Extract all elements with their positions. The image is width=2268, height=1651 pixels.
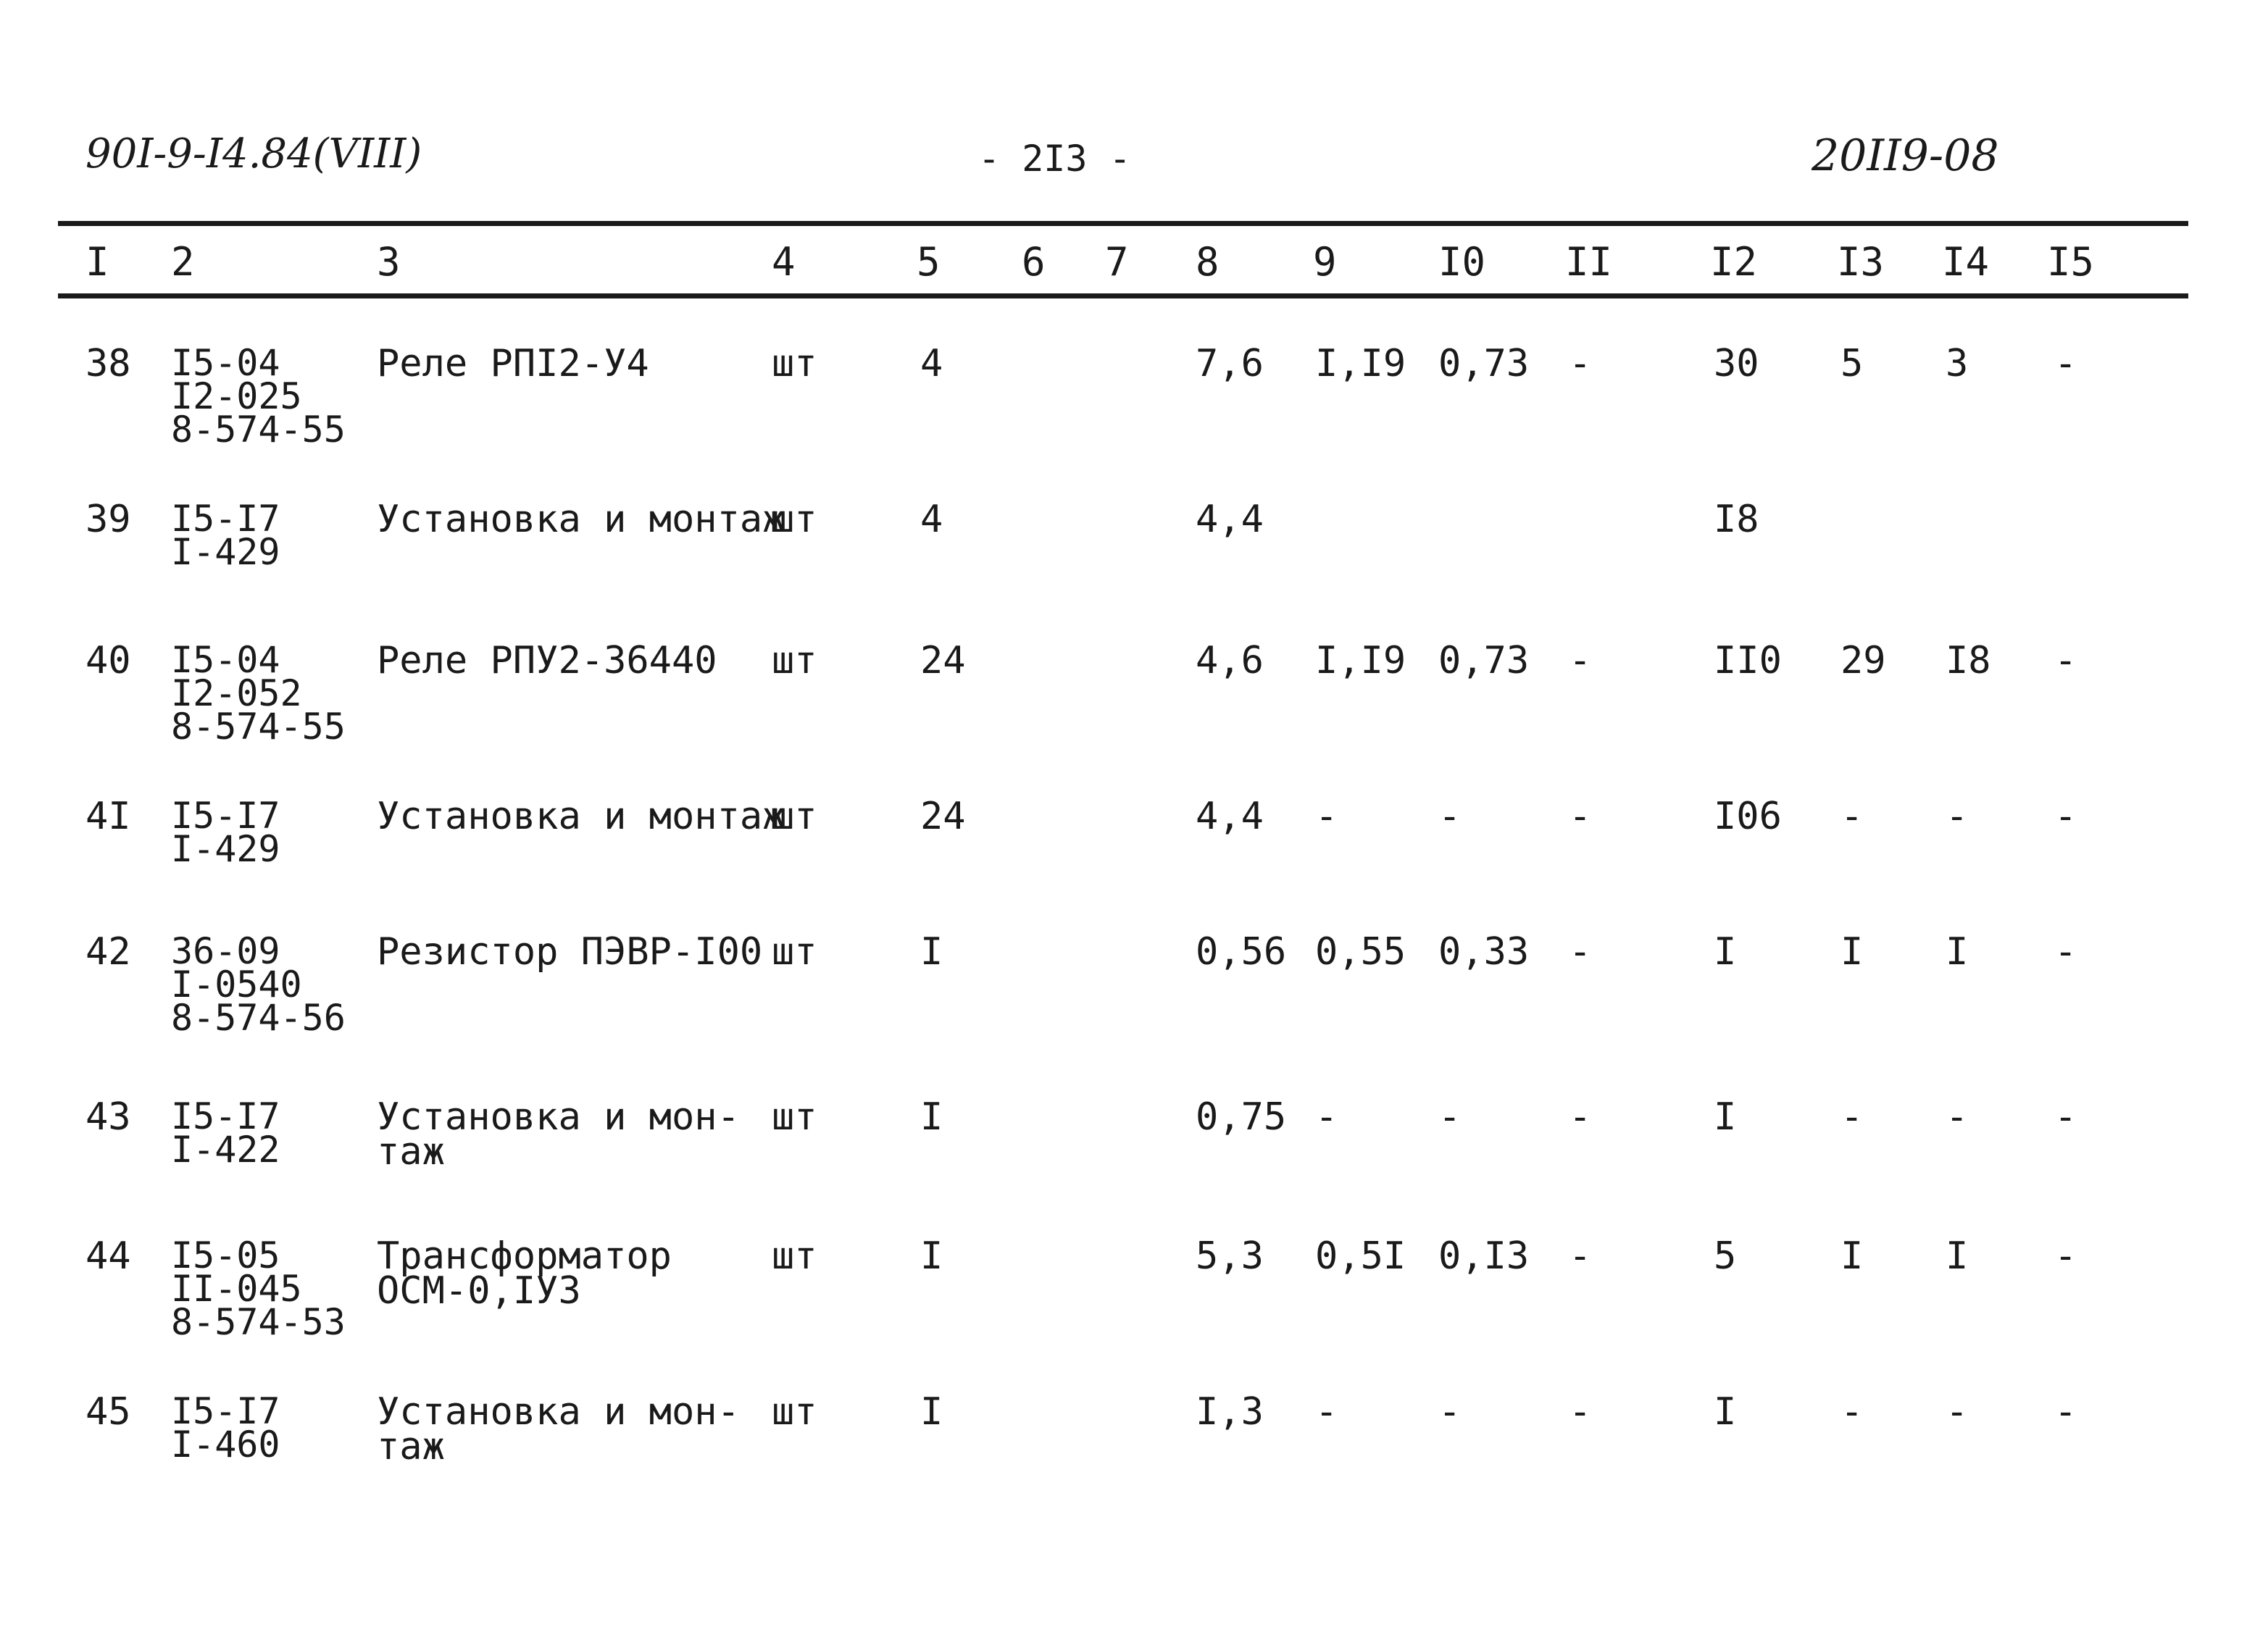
- col-12-value: II0: [1714, 639, 1782, 682]
- unit: шт: [772, 639, 817, 682]
- doc-code: 90I-9-I4.84(VIII): [86, 130, 422, 177]
- norm-code-line: I5-I7: [171, 1095, 280, 1137]
- col-10-value: 0,33: [1438, 930, 1530, 974]
- col-12-value: 30: [1714, 342, 1759, 385]
- col-8-value: I,3: [1196, 1390, 1264, 1434]
- item-name-line: таж: [377, 1130, 445, 1174]
- col-15-value: -: [2054, 1095, 2077, 1139]
- norm-code-line: I5-05: [171, 1234, 280, 1276]
- col-15-value: -: [2054, 1234, 2077, 1278]
- col-12-value: 5: [1714, 1234, 1737, 1278]
- item-name-line: Установка и монтаж: [377, 498, 785, 541]
- col-15-value: -: [2054, 795, 2077, 838]
- column-number-7: 7: [1105, 239, 1129, 285]
- norm-codes: [171, 1390, 280, 1466]
- quantity: I: [920, 930, 943, 974]
- quantity: 4: [920, 498, 943, 541]
- row-number: 45: [86, 1390, 131, 1434]
- quantity: 4: [920, 342, 943, 385]
- item-name-line: ОСМ-0,IУЗ: [377, 1269, 581, 1313]
- col-15-value: -: [2054, 1390, 2077, 1434]
- col-12-value: I: [1714, 930, 1737, 974]
- col-9-value: 0,5I: [1315, 1234, 1406, 1278]
- column-number-11: II: [1565, 239, 1613, 285]
- col-10-value: -: [1438, 795, 1462, 838]
- col-10-value: -: [1438, 1095, 1462, 1139]
- item-name-line: таж: [377, 1425, 445, 1468]
- col-8-value: 5,3: [1196, 1234, 1264, 1278]
- unit: шт: [772, 498, 817, 541]
- reference-number: 20II9-08: [1812, 130, 1999, 181]
- col-9-value: -: [1315, 795, 1338, 838]
- col-13-value: -: [1840, 795, 1864, 838]
- norm-code-line: I5-04: [171, 342, 280, 384]
- col-13-value: I: [1840, 1234, 1864, 1278]
- col-11-value: -: [1569, 1095, 1592, 1139]
- col-14-value: I: [1946, 930, 1969, 974]
- norm-code-line: I2-052: [171, 672, 302, 714]
- col-14-value: 3: [1946, 342, 1969, 385]
- quantity: 24: [920, 639, 966, 682]
- col-10-value: 0,73: [1438, 639, 1530, 682]
- col-13-value: -: [1840, 1390, 1864, 1434]
- column-number-15: I5: [2047, 239, 2095, 285]
- item-name: [377, 930, 763, 974]
- col-12-value: I06: [1714, 795, 1782, 838]
- unit: шт: [772, 795, 817, 838]
- item-name: [377, 498, 785, 541]
- norm-code-line: I-429: [171, 828, 280, 870]
- col-13-value: 29: [1840, 639, 1886, 682]
- col-8-value: 4,4: [1196, 498, 1264, 541]
- col-15-value: -: [2054, 639, 2077, 682]
- column-number-10: I0: [1438, 239, 1486, 285]
- norm-code-line: I-0540: [171, 964, 302, 1006]
- unit: шт: [772, 1234, 817, 1278]
- col-14-value: -: [1946, 795, 1969, 838]
- col-14-value: -: [1946, 1095, 1969, 1139]
- unit: шт: [772, 1095, 817, 1139]
- item-name: [377, 1095, 740, 1174]
- header-bottom-rule: [58, 293, 2188, 298]
- norm-code-line: I5-I7: [171, 1390, 280, 1432]
- row-number: 38: [86, 342, 131, 385]
- column-number-2: 2: [171, 239, 195, 285]
- norm-codes: [171, 1234, 346, 1343]
- column-number-4: 4: [772, 239, 796, 285]
- col-12-value: I8: [1714, 498, 1759, 541]
- item-name: [377, 795, 785, 838]
- norm-codes: [171, 639, 346, 748]
- row-number: 43: [86, 1095, 131, 1139]
- item-name: [377, 342, 649, 385]
- unit: шт: [772, 930, 817, 974]
- column-number-6: 6: [1022, 239, 1046, 285]
- col-11-value: -: [1569, 1234, 1592, 1278]
- col-10-value: 0,I3: [1438, 1234, 1530, 1278]
- norm-code-line: I-422: [171, 1129, 280, 1171]
- norm-code-line: II-045: [171, 1268, 302, 1310]
- column-number-14: I4: [1942, 239, 1990, 285]
- item-name: [377, 639, 717, 682]
- col-14-value: I8: [1946, 639, 1991, 682]
- col-8-value: 4,6: [1196, 639, 1264, 682]
- norm-code-line: 8-574-55: [171, 409, 346, 451]
- norm-codes: [171, 498, 280, 573]
- col-9-value: I,I9: [1315, 342, 1406, 385]
- column-number-9: 9: [1313, 239, 1337, 285]
- item-name-line: Реле РПI2-У4: [377, 342, 649, 385]
- item-name-line: Реле РПУ2-36440: [377, 639, 717, 682]
- item-name-line: Установка и мон-: [377, 1095, 740, 1139]
- item-name: [377, 1234, 672, 1313]
- column-number-8: 8: [1196, 239, 1220, 285]
- column-number-3: 3: [377, 239, 401, 285]
- item-name-line: Трансформатор: [377, 1234, 672, 1278]
- norm-code-line: I-460: [171, 1424, 280, 1466]
- norm-code-line: 36-09: [171, 930, 280, 972]
- col-9-value: I,I9: [1315, 639, 1406, 682]
- col-8-value: 0,75: [1196, 1095, 1287, 1139]
- col-8-value: 0,56: [1196, 930, 1287, 974]
- col-15-value: -: [2054, 342, 2077, 385]
- unit: шт: [772, 1390, 817, 1434]
- col-11-value: -: [1569, 1390, 1592, 1434]
- col-10-value: -: [1438, 1390, 1462, 1434]
- col-13-value: I: [1840, 930, 1864, 974]
- quantity: I: [920, 1390, 943, 1434]
- norm-codes: [171, 342, 346, 451]
- column-number-1: I: [86, 239, 109, 285]
- col-9-value: 0,55: [1315, 930, 1406, 974]
- norm-codes: [171, 795, 280, 870]
- col-9-value: -: [1315, 1390, 1338, 1434]
- col-14-value: I: [1946, 1234, 1969, 1278]
- quantity: 24: [920, 795, 966, 838]
- col-11-value: -: [1569, 342, 1592, 385]
- quantity: I: [920, 1095, 943, 1139]
- norm-codes: [171, 930, 346, 1039]
- item-name-line: Установка и мон-: [377, 1390, 740, 1434]
- norm-code-line: I-429: [171, 531, 280, 573]
- col-13-value: -: [1840, 1095, 1864, 1139]
- row-number: 44: [86, 1234, 131, 1278]
- norm-code-line: 8-574-53: [171, 1301, 346, 1343]
- norm-code-line: I5-04: [171, 639, 280, 681]
- col-11-value: -: [1569, 639, 1592, 682]
- col-12-value: I: [1714, 1390, 1737, 1434]
- col-12-value: I: [1714, 1095, 1737, 1139]
- column-number-12: I2: [1710, 239, 1758, 285]
- col-10-value: 0,73: [1438, 342, 1530, 385]
- column-number-5: 5: [917, 239, 941, 285]
- col-8-value: 7,6: [1196, 342, 1264, 385]
- norm-codes: [171, 1095, 280, 1171]
- row-number: 40: [86, 639, 131, 682]
- header-top-rule: [58, 221, 2188, 226]
- item-name-line: Резистор ПЭВР-I00: [377, 930, 763, 974]
- column-number-13: I3: [1837, 239, 1885, 285]
- col-8-value: 4,4: [1196, 795, 1264, 838]
- col-14-value: -: [1946, 1390, 1969, 1434]
- norm-code-line: I5-I7: [171, 498, 280, 540]
- row-number: 42: [86, 930, 131, 974]
- unit: шт: [772, 342, 817, 385]
- norm-code-line: I5-I7: [171, 795, 280, 837]
- norm-code-line: 8-574-55: [171, 706, 346, 748]
- col-11-value: -: [1569, 930, 1592, 974]
- quantity: I: [920, 1234, 943, 1278]
- item-name-line: Установка и монтаж: [377, 795, 785, 838]
- page-number: - 2I3 -: [978, 138, 1131, 180]
- col-11-value: -: [1569, 795, 1592, 838]
- row-number: 39: [86, 498, 131, 541]
- norm-code-line: I2-025: [171, 375, 302, 417]
- col-9-value: -: [1315, 1095, 1338, 1139]
- norm-code-line: 8-574-56: [171, 997, 346, 1039]
- row-number: 4I: [86, 795, 131, 838]
- item-name: [377, 1390, 740, 1468]
- col-15-value: -: [2054, 930, 2077, 974]
- col-13-value: 5: [1840, 342, 1864, 385]
